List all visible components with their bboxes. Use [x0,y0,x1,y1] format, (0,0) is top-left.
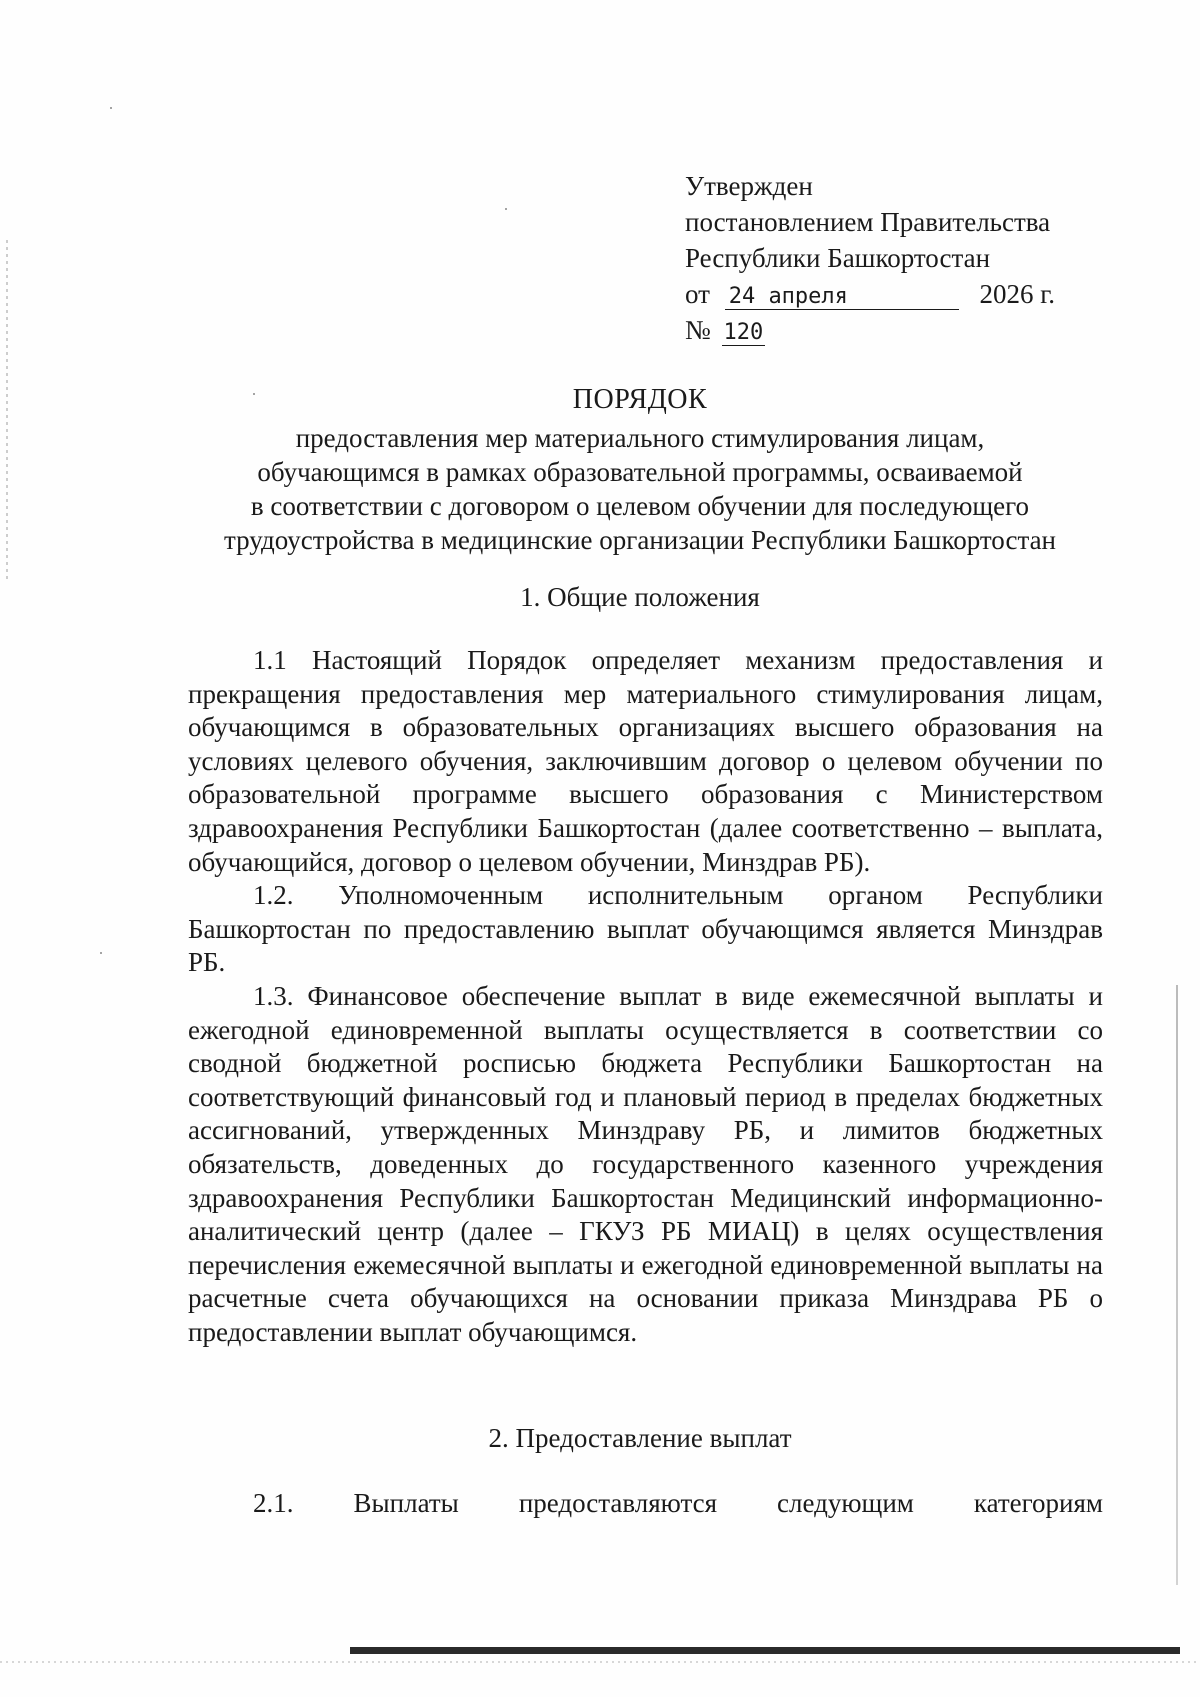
paragraph-1-3: 1.3. Финансовое обеспечение выплат в виде ежемесячной выплаты и ежегодной единовременной выплаты осуществляется в соответствии со сводной бюджетной росписью бюджета Республики Башкортостан на соответствующий финансовый год и плановый период в пределах бюджетных ассигнований, утвержденных Минздраву РБ, и лимитов бюджетных обязательств, доведенных до государственного казенного учреждения здравоохранения Республики Башкортостан Медицинский информационно-аналитический центр (далее – ГКУЗ РБ МИАЦ) в целях осуществления перечисления ежемесячной выплаты и ежегодной единовременной выплаты на расчетные счета обучающихся на основании приказа Минздрава РБ о предоставлении выплат обучающимся. [188,980,1103,1347]
approval-line-republic: Республики Башкортостан [685,243,991,273]
section-heading-general: 1. Общие положения [520,582,760,612]
scan-speck [505,208,507,210]
number-prefix: № [685,315,711,345]
scan-bottom-dots [0,1661,1200,1663]
scan-edge-right [1176,985,1178,1585]
paragraph-1-2: 1.2. Уполномоченным исполнительным органом Республики Башкортостан по предоставлению выплат обучающимся является Минздрав РБ. [188,880,1103,978]
scan-bottom-bar [350,1647,1180,1654]
section-heading-payments: 2. Предоставление выплат [488,1423,792,1453]
scan-speck [100,952,102,954]
date-year: 2026 г. [979,279,1055,309]
title-line: обучающимся в рамках образовательной программы, осваиваемой [257,457,1023,487]
scan-edge-left [6,240,8,580]
paragraph-2-1: 2.1. Выплаты предоставляются следующим категориям [253,1488,1103,1518]
section-body-payments [188,1487,1103,1521]
section-body-general [188,644,1103,1349]
title-line: предоставления мер материального стимулирования лицам, [295,423,985,453]
approval-line-resolution: постановлением Правительства [685,207,1051,237]
scan-speck [110,107,112,109]
approval-block [685,168,1115,348]
paragraph-1-1: 1.1 Настоящий Порядок определяет механизм предоставления и прекращения предоставления мер материального стимулирования лицам, обучающимся в образовательных организациях высшего образования на условиях целевого обучения, заключившим договор о целевом обучении по образовательной программе высшего образования с Министерством здравоохранения Республики Башкортостан (далее соответственно – выплата, обучающийся, договор о целевом обучении, Минздрав РБ). [188,645,1103,877]
approval-number-line [685,312,1115,348]
number-field: 120 [723,320,764,345]
date-field: 24 апреля [725,285,959,310]
document-title [160,383,1120,557]
title-line: в соответствии с договором о целевом обучении для последующего [250,491,1030,521]
date-prefix: от [685,279,710,309]
approval-line-approved: Утвержден [685,171,813,201]
approval-date-line [685,276,1115,312]
title-line: трудоустройства в медицинские организации Республики Башкортостан [223,525,1057,555]
title-main: ПОРЯДОК [572,384,708,415]
